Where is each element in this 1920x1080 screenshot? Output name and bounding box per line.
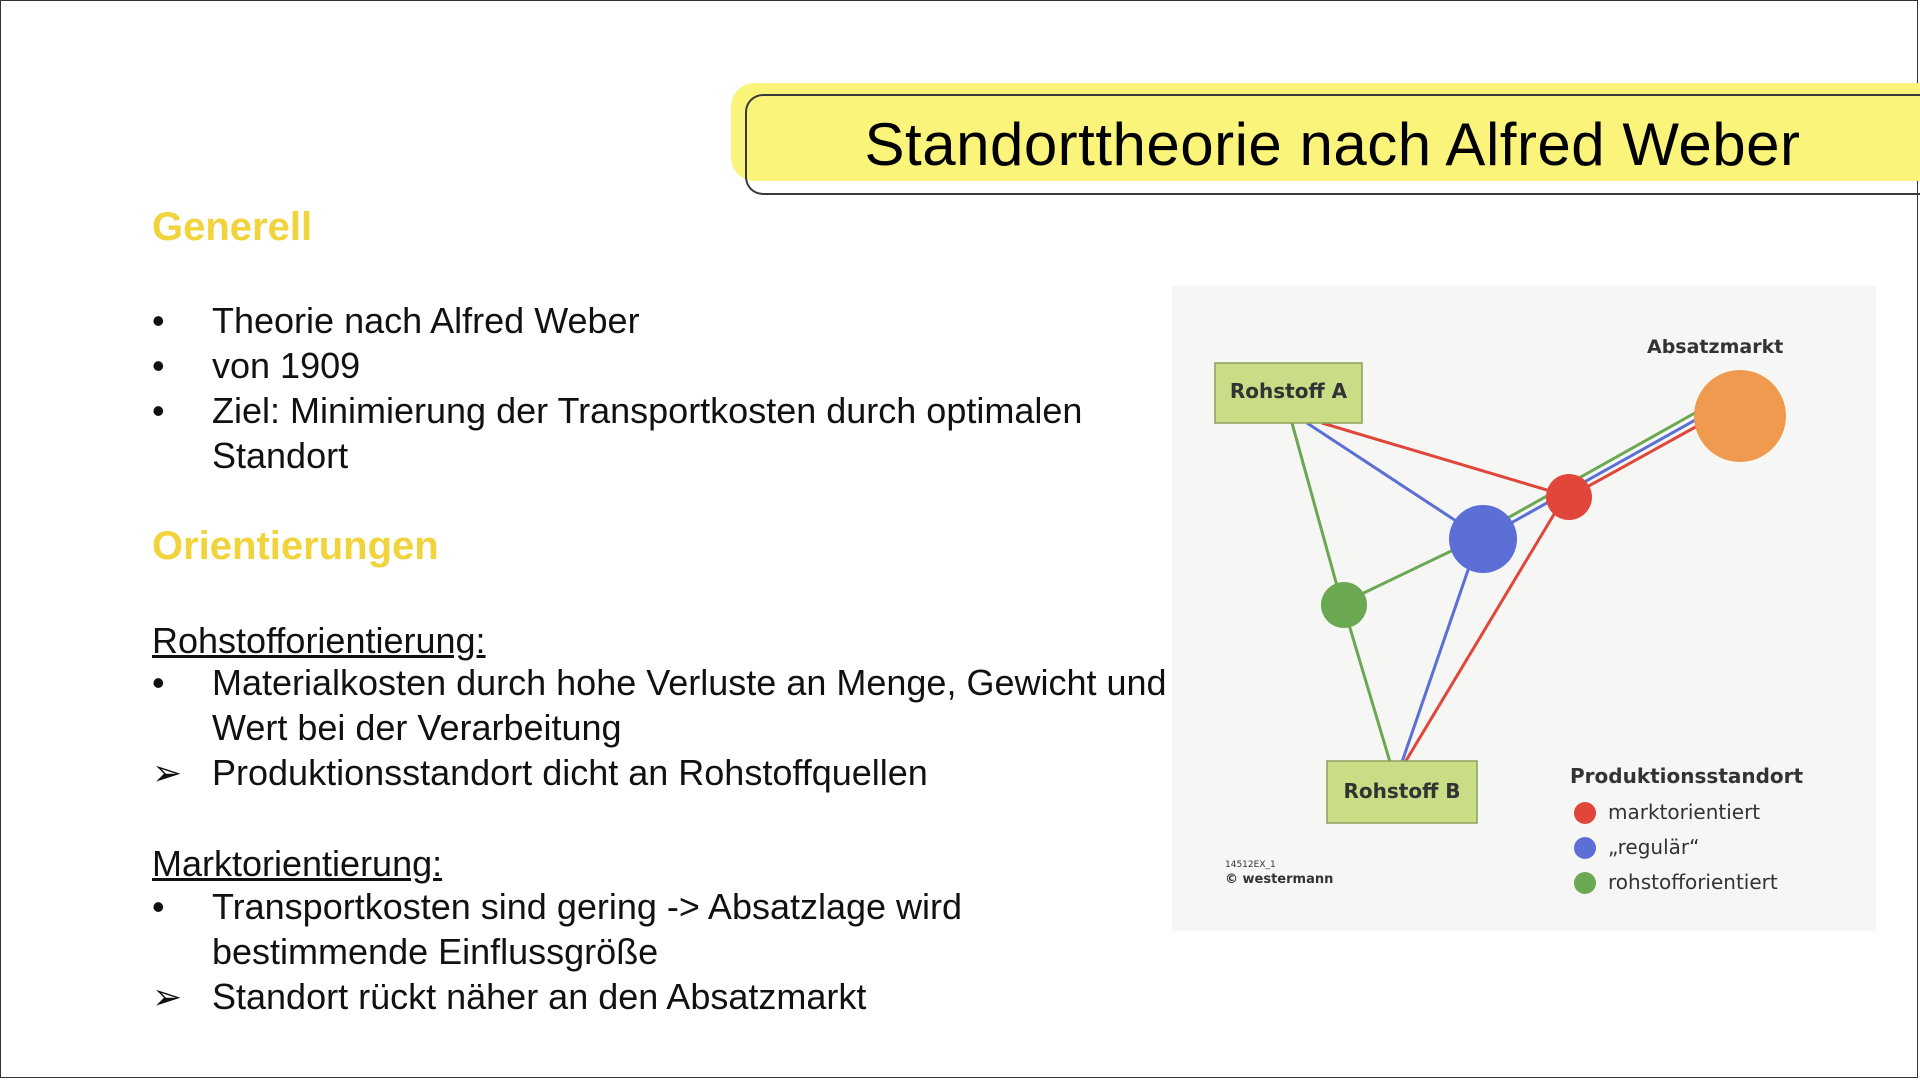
arrow-marker: ➢ [152,976,183,1017]
list-item [152,750,1152,795]
list-item [152,974,1052,1019]
legend-item-marktorientiert: marktorientiert [1608,800,1761,824]
rohstoff-list [152,660,1167,795]
bullet-marker: • [152,300,165,341]
credit-westermann: © westermann [1225,872,1334,887]
list-item-text: Theorie nach Alfred Weber [212,300,640,341]
list-item-text: Materialkosten durch hohe Verluste an Menge, Gewicht und Wert bei der Verarbeitung [212,662,1167,748]
bullet-marker: • [152,886,165,927]
list-item [152,388,1172,478]
line-a-green [1292,423,1342,604]
list-item [152,298,1152,343]
slide-title: Standorttheorie nach Alfred Weber [864,111,1801,178]
line-green-b [1344,608,1390,762]
bullet-marker: • [152,662,165,703]
legend-item-rohstofforientiert: rohstofforientiert [1608,870,1778,894]
weber-location-diagram [1172,286,1876,931]
list-item [152,660,1212,750]
line-blue-b [1402,544,1477,762]
rohstoff-b-label: Rohstoff B [1343,779,1461,803]
credit-code: 14512EX_1 [1225,860,1276,870]
heading-orientierungen: Orientierungen [152,524,439,568]
arrow-marker: ➢ [152,752,183,793]
blue-node [1449,505,1517,573]
generell-list [152,298,1152,478]
legend-title: Produktionsstandort [1570,764,1804,788]
heading-generell: Generell [152,205,313,249]
green-node [1321,582,1367,628]
bullet-marker: • [152,390,165,431]
list-item-text: von 1909 [212,345,361,386]
list-item-text: Transportkosten sind gering -> Absatzlage wird bestimmende Einflussgröße [212,886,963,972]
absatzmarkt-label: Absatzmarkt [1647,336,1784,358]
market-node [1694,370,1786,462]
red-node [1546,474,1592,520]
markt-list [152,884,1052,1019]
line-a-red [1322,423,1567,496]
bullet-marker: • [152,345,165,386]
label-marktorientierung: Marktorientierung: [152,843,443,884]
list-item-text: Ziel: Minimierung der Transportkosten durch optimalen Standort [212,390,1083,476]
list-item-text: Standort rückt näher an den Absatzmarkt [212,976,867,1017]
legend-item-regulaer: „regulär“ [1608,835,1700,859]
legend-dot-green [1574,872,1596,894]
list-item [152,343,1152,388]
rohstoff-a-label: Rohstoff A [1229,379,1348,403]
legend-dot-red [1574,802,1596,824]
list-item [152,884,1072,974]
legend-dot-blue [1574,837,1596,859]
list-item-text: Produktionsstandort dicht an Rohstoffquellen [212,752,928,793]
label-rohstofforientierung: Rohstofforientierung: [152,620,486,661]
